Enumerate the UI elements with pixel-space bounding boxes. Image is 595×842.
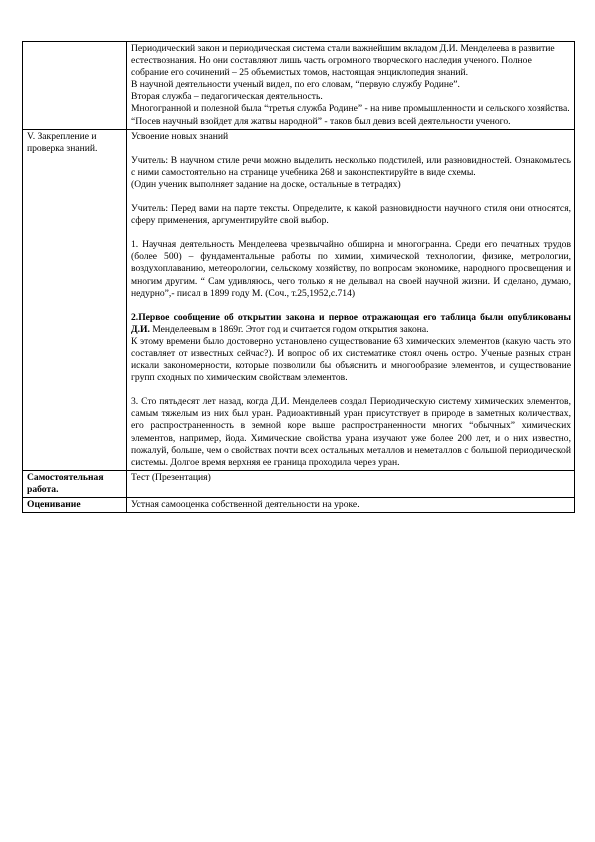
text-sample-2-continued: К этому времени было достоверно установлено существование 63 химических элементов (какую часть это составляет от известных сейчас?). И вопрос об их систематике стоял очень остро. Ученые разных стран искали закономерности, которые позволили бы объяснить и многообразие элементов, и существование групп сходных по химическим свойствам элементов.: [131, 335, 571, 384]
table-row: [23, 470, 575, 497]
content-cell: [127, 42, 575, 130]
paragraph: “Посев научный взойдет для жатвы народной” - таков был девиз всей деятельности ученого.: [131, 115, 511, 127]
stage-cell: Оценивание: [23, 498, 127, 513]
stage-cell: [23, 42, 127, 130]
content-cell: Тест (Презентация): [127, 470, 575, 497]
text-sample-2-bold: 2.Первое сообщение об открытии закона и первое отражающая его таблица были опубликованы Д.И.: [131, 311, 571, 335]
text-sample-1: 1. Научная деятельность Менделеева чрезвычайно обширна и многогранна. Среди его печатных трудов (более 500) – фундаментальные работы по химии, химической технологии, физике, метрологии, воздухоплаванию, метеорологии, сельскому хозяйству, по вопросам экономике, народного просвещения и многим другим. “ Сам удивляюсь, чего только я не делывал на своей научной жизни. И сделано, думаю, недурно”,- писал в 1899 году М. (Соч., т.25,1952,с.714): [131, 239, 571, 299]
teacher-instruction: Учитель: В научном стиле речи можно выделить несколько подстилей, или разновидностей. Ознакомьтесь с ними самостоятельно на странице учебника 268 и законспектируйте в виде схемы.: [131, 154, 571, 178]
text-sample-2: [131, 312, 571, 336]
text-sample-2-rest: Менделеевым в 1869г. Этот год и считается годом открытия закона.: [149, 323, 429, 335]
paragraph: В научной деятельности ученый видел, по его словам, “первую службу Родине”.: [131, 79, 460, 91]
stage-cell: Самостоятельная работа.: [23, 470, 127, 497]
table-row: [23, 42, 575, 130]
content-cell: [127, 129, 575, 470]
paragraph: Вторая служба – педагогическая деятельность.: [131, 91, 323, 103]
lesson-plan-table: [22, 41, 575, 513]
table-row: [23, 129, 575, 470]
text-sample-3: 3. Сто пятьдесят лет назад, когда Д.И. Менделеев создал Периодическую систему химических элементов, самым тяжелым из них был уран. Радиоактивный уран присутствует в природе в заметных количествах, его распространенность в земной коре выше распространенности многих “обычных” химических элементов, например, йода. Химические свойства урана изучают уже более 200 лет, и о них известно, пожалуй, больше, чем о свойствах почти всех остальных металлов и неметаллов с большой периодической системы. Долгое время верхняя ее граница проходила через уран.: [131, 396, 571, 468]
paragraph: Периодический закон и периодическая система стали важнейшим вкладом Д.И. Менделеева в развитие естествознания. Но они составляют лишь часть огромного творческого наследия ученого. Полное собрание его сочинений – 25 объемистых томов, настоящая энциклопедия знаний.: [131, 43, 555, 79]
table-row: [23, 498, 575, 513]
note: (Один ученик выполняет задание на доске, остальные в тетрадях): [131, 178, 401, 190]
section-heading: Усвоение новых знаний: [131, 130, 229, 142]
stage-cell: V. Закрепление и проверка знаний.: [23, 129, 127, 470]
lesson-plan-page: [22, 41, 573, 513]
paragraph: Многогранной и полезной была “третья служба Родине” - на ниве промышленности и сельского хозяйства.: [131, 103, 570, 115]
teacher-instruction: Учитель: Перед вами на парте тексты. Определите, к какой разновидности научного стиля они относятся, сферу применения, аргументируйте свой выбор.: [131, 203, 571, 227]
content-cell: Устная самооценка собственной деятельности на уроке.: [127, 498, 575, 513]
